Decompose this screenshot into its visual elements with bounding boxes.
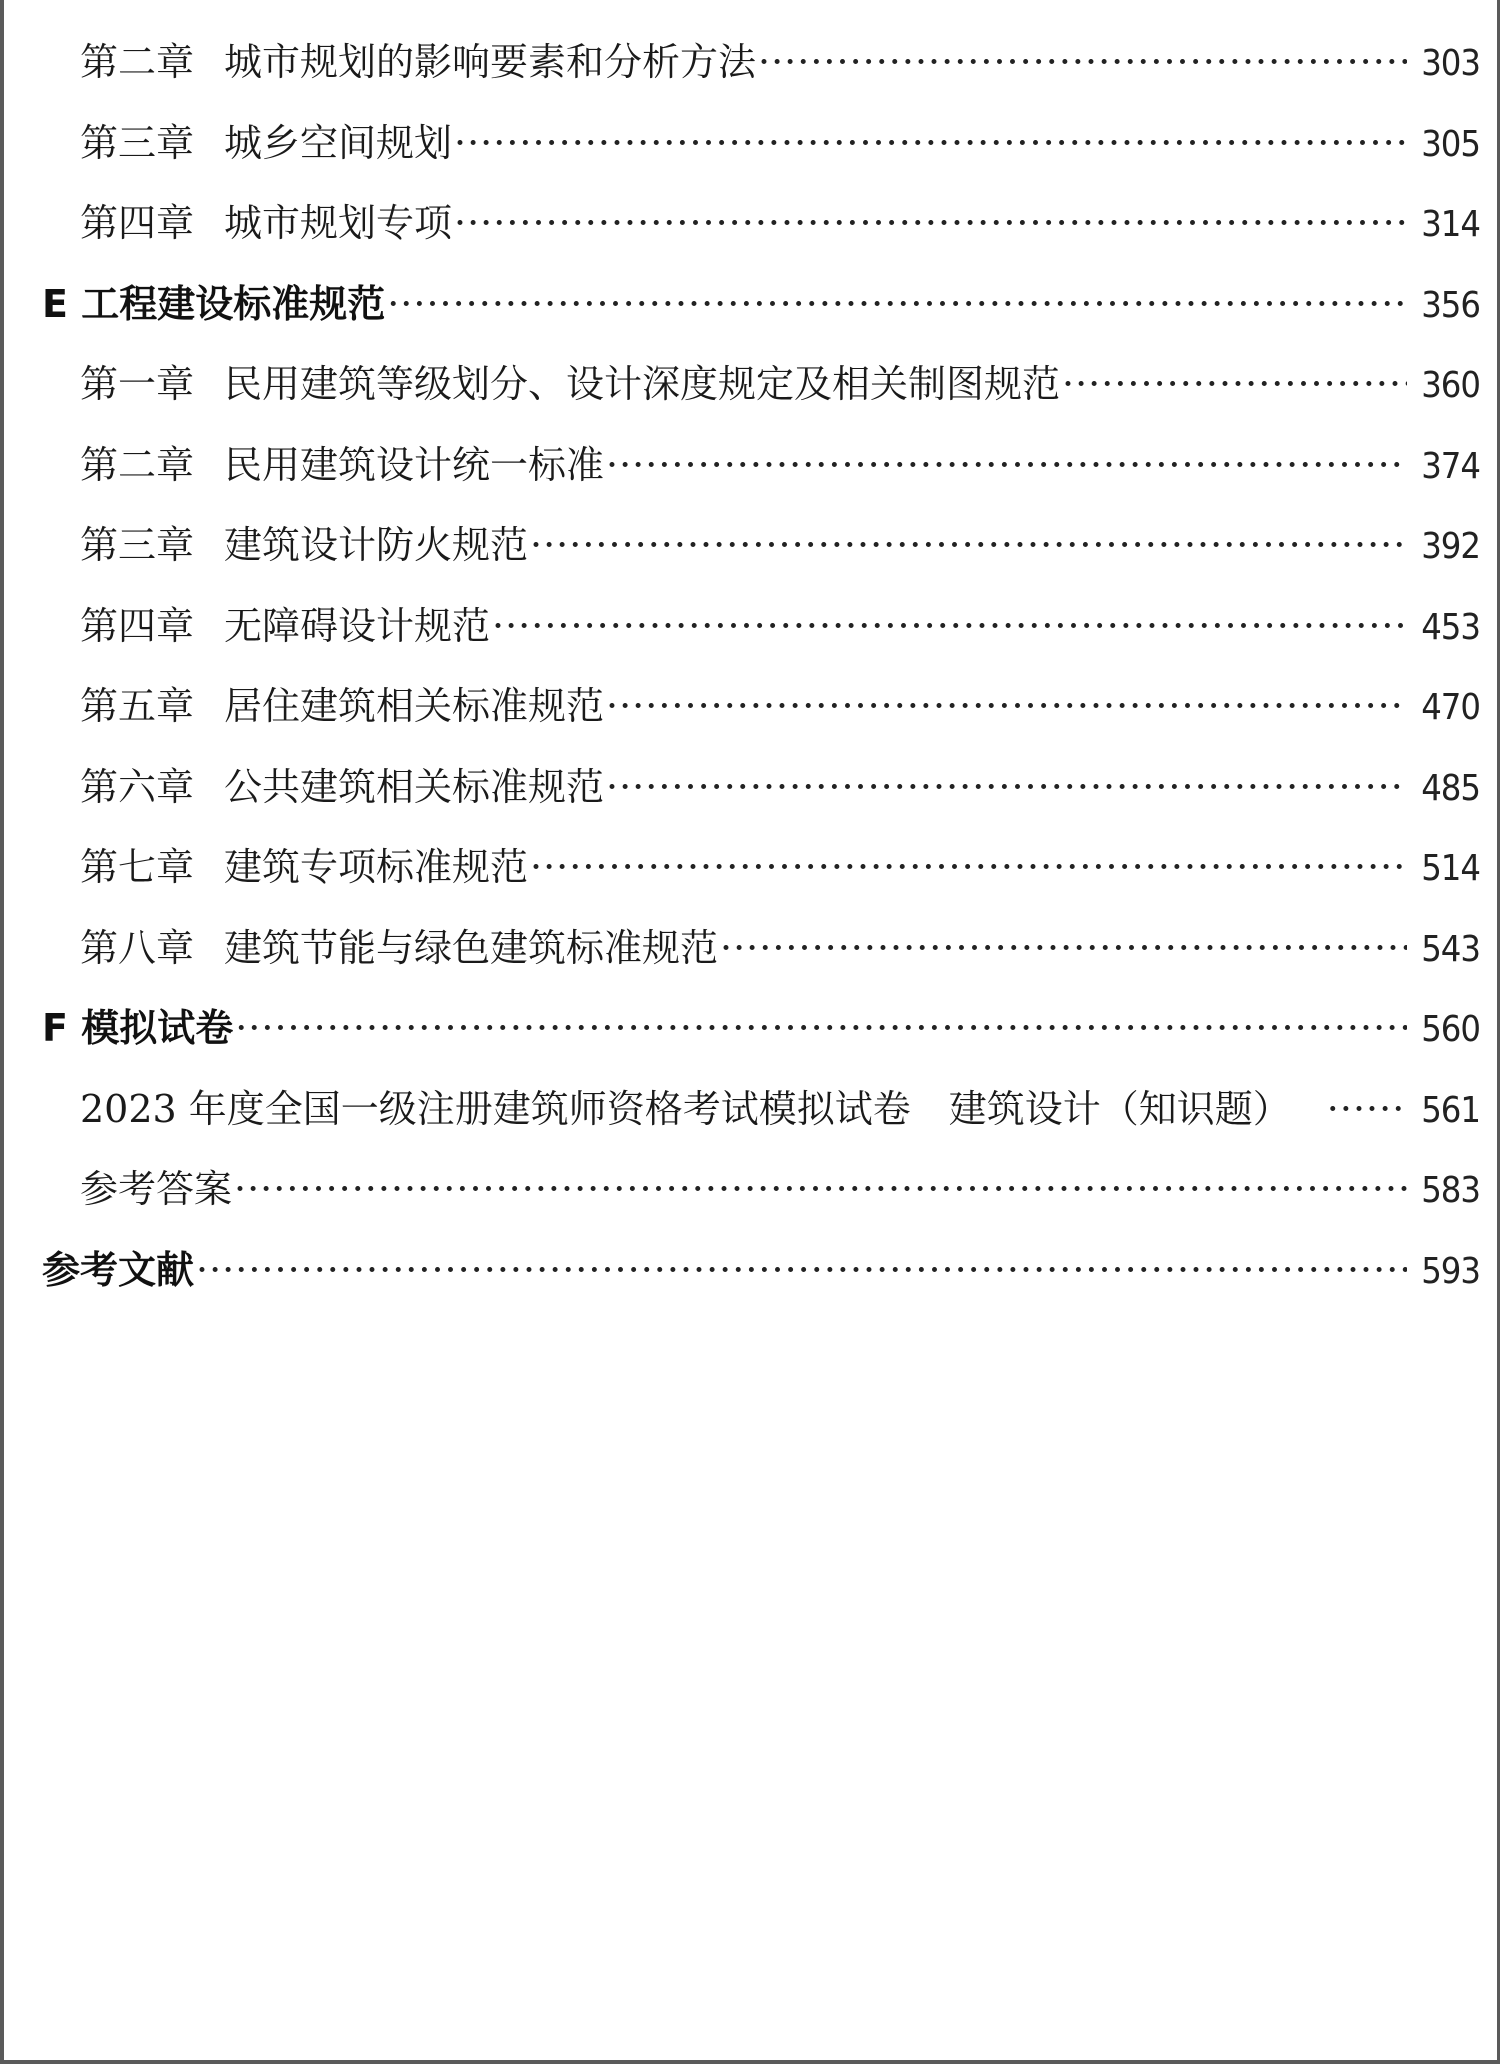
toc-page-number: 303 <box>1421 43 1480 84</box>
toc-page-number: 305 <box>1421 123 1480 165</box>
toc-dot-leader <box>387 264 1407 345</box>
toc-entry-title: 建筑专项标准规范 <box>224 845 529 889</box>
toc-chapter-number: 第八章 <box>80 925 195 970</box>
toc-entry[interactable] <box>42 505 1480 586</box>
toc-entry[interactable] <box>42 183 1480 264</box>
toc-entry-title: 城市规划专项 <box>224 201 453 245</box>
toc-chapter-number: 第一章 <box>80 362 195 406</box>
toc-entry-title: 民用建筑设计统一标准 <box>224 442 605 487</box>
toc-entry[interactable] <box>42 908 1480 989</box>
toc-entry-title: 城乡空间规划 <box>224 120 453 165</box>
toc-entry[interactable] <box>42 425 1480 506</box>
toc-entry-title: 民用建筑等级划分、设计深度规定及相关制图规范 <box>224 362 1061 406</box>
toc-dot-leader <box>606 747 1407 828</box>
toc-page-number: 560 <box>1421 1009 1480 1050</box>
toc-page-number: 392 <box>1421 526 1480 567</box>
toc-page-number: 514 <box>1421 848 1480 889</box>
toc-page-number: 543 <box>1421 928 1480 970</box>
toc-page-number: 360 <box>1421 365 1480 406</box>
toc-dot-leader <box>606 666 1407 747</box>
toc-page-number: 593 <box>1421 1250 1480 1292</box>
toc-entry[interactable] <box>42 666 1480 747</box>
toc-page-number: 485 <box>1421 767 1480 809</box>
toc-section-title: 参考文献 <box>42 1247 195 1292</box>
toc-entry[interactable] <box>42 827 1480 908</box>
toc-dot-leader <box>454 103 1407 184</box>
toc-entry[interactable] <box>42 22 1480 103</box>
toc-entry[interactable] <box>42 1069 1480 1150</box>
toc-dot-leader <box>196 1230 1407 1311</box>
toc-chapter-number: 第三章 <box>80 120 195 165</box>
toc-entry[interactable] <box>42 1149 1480 1230</box>
toc-dot-leader <box>606 425 1407 506</box>
toc-dot-leader <box>1062 344 1407 425</box>
toc-entry-title: 居住建筑相关标准规范 <box>224 684 605 728</box>
toc-dot-leader <box>454 183 1407 264</box>
toc-dot-leader <box>234 1149 1407 1230</box>
toc-dot-leader <box>530 827 1407 908</box>
toc-page-number: 561 <box>1421 1089 1480 1131</box>
toc-chapter-number: 第四章 <box>80 603 195 648</box>
toc-page-number: 374 <box>1421 445 1480 487</box>
toc-entry[interactable] <box>42 747 1480 828</box>
toc-entry-title: 建筑节能与绿色建筑标准规范 <box>224 925 719 970</box>
toc-chapter-number: 第二章 <box>80 442 195 487</box>
toc-page-number: 314 <box>1421 204 1480 245</box>
toc-page-number: 356 <box>1421 284 1480 326</box>
toc-entry-title: 2023 年度全国一级注册建筑师资格考试模拟试卷 建筑设计（知识题） <box>80 1086 1291 1131</box>
toc-page-number: 470 <box>1421 687 1480 728</box>
toc-entry-title: 建筑设计防火规范 <box>224 523 529 567</box>
toc-chapter-number: 第六章 <box>80 764 195 809</box>
toc-chapter-number: 第四章 <box>80 201 195 245</box>
toc-entry-title: 城市规划的影响要素和分析方法 <box>224 40 757 84</box>
table-of-contents <box>42 22 1480 1310</box>
toc-section-heading[interactable] <box>42 988 1480 1069</box>
toc-entry[interactable] <box>42 586 1480 667</box>
toc-dot-leader <box>1327 1069 1407 1150</box>
toc-entry-title: 参考答案 <box>80 1167 233 1211</box>
toc-dot-leader <box>720 908 1407 989</box>
toc-section-heading[interactable] <box>42 264 1480 345</box>
toc-section-heading[interactable] <box>42 1230 1480 1311</box>
toc-page-number: 453 <box>1421 606 1480 648</box>
toc-entry[interactable] <box>42 344 1480 425</box>
toc-entry[interactable] <box>42 103 1480 184</box>
toc-dot-leader <box>492 586 1407 667</box>
toc-dot-leader <box>530 505 1407 586</box>
toc-dot-leader <box>758 22 1407 103</box>
toc-chapter-number: 第七章 <box>80 845 195 889</box>
toc-entry-title: 公共建筑相关标准规范 <box>224 764 605 809</box>
toc-chapter-number: 第五章 <box>80 684 195 728</box>
toc-chapter-number: 第三章 <box>80 523 195 567</box>
toc-page-number: 583 <box>1421 1170 1480 1211</box>
toc-section-title: F 模拟试卷 <box>42 1006 234 1050</box>
toc-section-title: E 工程建设标准规范 <box>42 281 386 326</box>
toc-dot-leader <box>235 988 1407 1069</box>
toc-entry-title: 无障碍设计规范 <box>224 603 491 648</box>
toc-chapter-number: 第二章 <box>80 40 195 84</box>
